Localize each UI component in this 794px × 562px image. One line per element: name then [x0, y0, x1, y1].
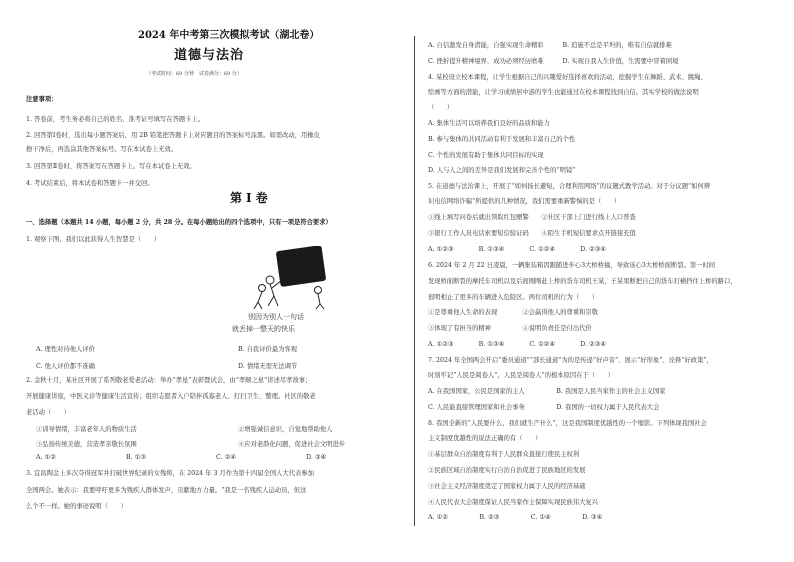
right-line: ③体现了有担当的精神 ④说明负责任是付出代价 — [428, 325, 592, 332]
right-line: 6. 2024 年 2 月 22 日凌晨，一辆集装箱因跟随进步心3大桥桥撞，导致该心3大桥桥面断裂。第一时间 — [428, 262, 716, 269]
right-line: A. 自信激发自身潜能，自强实现生命精彩 B. 追施不总是平坦的，唯有自信就排难 — [428, 42, 672, 49]
q1-option-b: B. 自我评价最为客观 — [238, 346, 298, 353]
notice-item: 1. 答卷前，考生务必将自己的姓名、准考证号填写在答题卡上。 — [26, 116, 205, 123]
right-line: 主义制度优越性的说法正确的有（ ） — [428, 435, 542, 442]
q2-option-a: A. ①② — [36, 454, 56, 461]
right-line: C. 个性的发展有助于集体共同目标的实现 — [428, 152, 544, 159]
right-line: A. 在我国国家，公民是国家的主人 B. 我国是人民当家作主的社会主义国家 — [428, 388, 666, 395]
q3-stem: 全国两会。她表示：我要呼吁更多为残疾人群体发声，贡献地方力量。“我是一名残疾人运动员，但这 — [26, 487, 307, 494]
right-line: 4. 某校设立校本课程，让学生根据自己的兴趣爱好选择喜欢的活动，挖掘学生在舞蹈、武术、跳绳、 — [428, 74, 707, 81]
q2-item: ②增强诚信意识，自觉地帮助他人 — [238, 426, 333, 433]
right-line: ①是尊重他人生命的表现 ②会赢得他人的尊重和崇敬 — [428, 309, 599, 316]
exam-meta: （考试时间：60 分钟 试卷满分：60 分） — [146, 71, 242, 77]
q1-option-c: C. 他人评价都不准确 — [36, 363, 95, 370]
q3-stem: 么个不一样。她的事迹说明（ ） — [26, 503, 127, 510]
right-line: ①基层群众自治制度有利于人民群众直接行使民主权利 — [428, 451, 580, 458]
q1-option-d: D. 情绪无需无法调节 — [238, 363, 298, 370]
q2-stem: 2. 金秋十月，某社区开展了系列敬老爱老活动：举办“孝星”表彰暨试会，由“孝顺之星”讲述尽孝故事； — [26, 377, 312, 384]
q2-item: ④应对老龄化问题，促进社会文明进步 — [238, 441, 346, 448]
right-line: （ ） — [428, 104, 454, 111]
q3-stem: 3. 宜昌陶金上多次夺得冠军并打破世界纪录的女残将，在 2024 年 3 月作为第十四届全国人大代表参加 — [26, 470, 314, 477]
subject-title: 道德与法治 — [174, 48, 245, 63]
notice-heading: 注意事项： — [26, 96, 58, 103]
q2-item: ①训导情绪，丰富老年人的物质生活 — [36, 426, 137, 433]
q1-stem: 1. 观察下图，我们以此获得人生智慧是（ ） — [26, 236, 160, 243]
volume-heading: 第Ⅰ卷 — [230, 191, 272, 205]
right-line: A. 集体生活可以培养我们良好的品质和能力 — [428, 120, 550, 127]
right-line: ①线上填写问卷后就出领取红包赠警 ②社区干部上门进行线上人口普查 — [428, 214, 636, 221]
column-divider — [414, 36, 415, 526]
section-heading: 一、选择题（本题共 14 小题，每小题 2 分，共 28 分。在每小题给出的四个选项中，只有一项是符合要求） — [26, 219, 332, 226]
cartoon-caption-2: 就丢掉一整天的快乐 — [232, 325, 295, 333]
right-line: ④人民代表大会制度保证人民当家作主保障实现民族伟大复兴 — [428, 499, 599, 506]
right-line: ②民族区域自治制度实行自治自治促进了民族地区的发展 — [428, 467, 586, 474]
right-line: A. ①②③ B. ①③④ C. ①②④ D. ②③④ — [428, 246, 606, 253]
exam-title: 2024 年中考第三次模拟考试（湖北卷） — [138, 30, 320, 41]
notice-item: 2. 回答第Ⅰ卷时，选出每小题答案后，用 2B 铅笔把答题卡上对应题目的答案标号涂黑。如需改动，用橡皮 — [26, 132, 320, 139]
q2-option-c: C. ②④ — [216, 454, 236, 461]
notice-item: 3. 回答第Ⅱ卷时，将答案写在答题卡上。写在本试卷上无效。 — [26, 163, 196, 170]
right-line: 时刻牢记“人民是阅卷人”，人民是阅卷人”的根本原因在于（ ） — [428, 372, 614, 379]
q2-stem: 老活动（ ） — [26, 409, 71, 416]
right-line: 绘画等方面的潜能，让学习成绩居中游的学生也能通过在校本课程找到自信。其实学校的做法说明 — [428, 89, 699, 96]
right-line: C. 挫折提升精神境界，成功必须经历磨难 D. 实现自我入生价值，生需要中冒着困境 — [428, 58, 679, 65]
right-line: A. ①② B. ②③ C. ①④ D. ③④ — [428, 514, 603, 521]
right-line: ③社会主义经济制度奠定了国家权力属于人民的经济基础 — [428, 483, 586, 490]
q1-option-a: A. 理性对待他人评价 — [36, 346, 95, 353]
right-line: 8. 我国全新的“人民要什么，我们就生产什么”，这是我国制度优越性的一个缩影。下列体现我国社会 — [428, 420, 707, 427]
cartoon-caption-1: 别因为别人一句话 — [248, 313, 304, 321]
cartoon-illustration — [244, 246, 336, 310]
right-line: 很明相止了更多的车辆进入危险区。两位司机的行为（ ） — [428, 294, 599, 301]
right-line: 发现桥面断裂的摩托车司机以及后面刚刚赶上桥的货车司机王某，王某果断把自己的货车打横挡住上桥的路口， — [428, 278, 737, 285]
right-line: D. 人与人之间的差异是我们发展和完善个性的“明镜” — [428, 167, 576, 174]
right-line: 5. 在道德与法治课上，开展了“如何扬长避短，合理利用网络”的议题式教学活动。对于分议题“如何辨 — [428, 183, 711, 190]
q2-item: ③弘扬传统美德，营造孝亲敬长氛围 — [36, 441, 137, 448]
q2-stem: 开展健康讲座，中医义诊等健康生活宣传；组织志愿者入户陪伴孤寡老人、打扫卫生、整理。社区的敬老 — [26, 393, 316, 400]
right-line: 识电信网络诈骗”所提供的几种情况，我们需要重新警惕的是（ ） — [428, 198, 621, 205]
notice-item: 4. 考试结束后，将本试卷和答题卡一并交回。 — [26, 180, 154, 187]
right-line: 7. 2024 年全国两会开启“委员通道”“部长通道”为的是传递“好声音”、展示“好形象”、诠释“好政策”， — [428, 357, 713, 364]
right-line: B. 参与集体的共同活动有利于发展和丰富自己的个性 — [428, 136, 576, 143]
q2-option-b: B. ①③ — [126, 454, 146, 461]
notice-item: 擦干净后，再选涂其他答案标号。写在本试卷上无效。 — [26, 146, 178, 153]
right-line: C. 人民能直接管理国家和社会事务 D. 我国的一切权力属于人民代表大会 — [428, 404, 660, 411]
q2-option-d: D. ③④ — [306, 454, 327, 461]
right-line: A. ①②③ B. ①③④ C. ①②④ D. ②③④ — [428, 341, 606, 348]
right-line: ③银行工作人员电话索要短信验证码 ④陌生手机短信要求点开链接充值 — [428, 230, 636, 237]
